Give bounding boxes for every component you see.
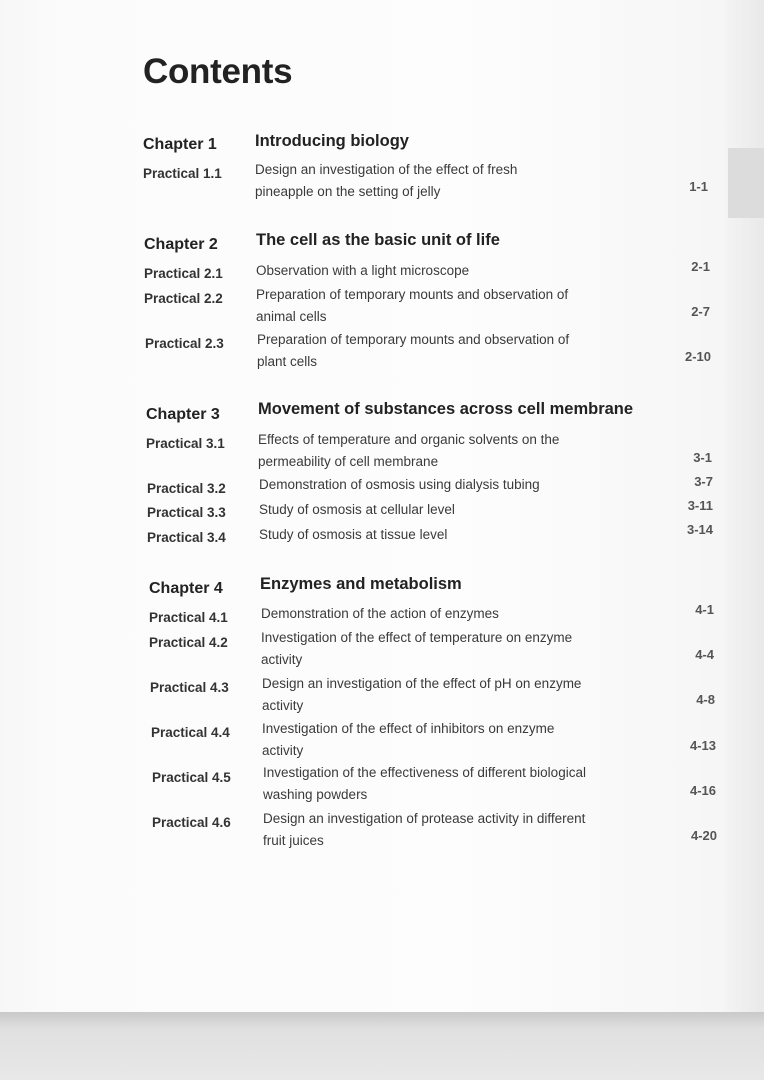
practical-description: Effects of temperature and organic solvents on the permeability of cell membrane xyxy=(258,432,560,469)
practical-description: Preparation of temporary mounts and observation of animal cells xyxy=(256,287,569,324)
practical-label: Practical 4.4 xyxy=(151,725,230,740)
practical-page-number: 2-1 xyxy=(691,259,710,274)
practical-description: Design an investigation of protease activity in different fruit juices xyxy=(263,811,586,848)
practical-label: Practical 4.1 xyxy=(149,610,228,625)
practical-label: Practical 2.3 xyxy=(145,336,224,351)
practical-page-number: 2-7 xyxy=(691,304,710,319)
practical-description: Design an investigation of the effect of pH on enzyme activity xyxy=(262,676,582,713)
practical-page-number: 4-20 xyxy=(690,828,717,843)
practical-label: Practical 3.4 xyxy=(147,530,226,545)
chapter-title: The cell as the basic unit of life xyxy=(256,231,500,249)
practical-label: Practical 3.3 xyxy=(147,505,226,520)
chapter-title: Movement of substances across cell membrane xyxy=(258,400,634,418)
practical-page-number: 4-8 xyxy=(696,692,715,707)
practical-page-number: 4-13 xyxy=(689,738,716,753)
practical-page-number: 2-10 xyxy=(684,349,711,364)
practical-page-number: 1-1 xyxy=(689,179,708,194)
practical-label: Practical 4.3 xyxy=(150,680,229,695)
chapter-label: Chapter 3 xyxy=(146,406,220,423)
practical-page-number: 3-1 xyxy=(693,450,712,465)
practical-label: Practical 2.1 xyxy=(144,266,223,281)
practical-page-number: 3-14 xyxy=(686,522,713,537)
practical-description: Demonstration of osmosis using dialysis tubing xyxy=(259,477,540,492)
page-edge-tab xyxy=(728,148,764,218)
practical-label: Practical 1.1 xyxy=(143,166,222,181)
chapter-label: Chapter 4 xyxy=(149,580,223,597)
chapter-label: Chapter 2 xyxy=(144,236,218,253)
practical-description: Observation with a light microscope xyxy=(256,263,470,278)
chapter-title: Enzymes and metabolism xyxy=(260,575,462,593)
practical-page-number: 4-1 xyxy=(695,602,714,617)
practical-page-number: 3-7 xyxy=(694,474,713,489)
practical-page-number: 4-4 xyxy=(695,647,714,662)
practical-label: Practical 4.6 xyxy=(152,815,231,830)
practical-description: Design an investigation of the effect of fresh pineapple on the setting of jelly xyxy=(255,162,518,199)
chapter-title: Introducing biology xyxy=(255,132,409,150)
practical-description: Demonstration of the action of enzymes xyxy=(261,606,499,621)
practical-label: Practical 4.5 xyxy=(152,770,231,785)
practical-description: Study of osmosis at tissue level xyxy=(259,527,448,542)
practical-label: Practical 3.1 xyxy=(146,436,225,451)
practical-description: Investigation of the effect of temperature on enzyme activity xyxy=(261,630,573,667)
practical-description: Preparation of temporary mounts and observation of plant cells xyxy=(257,332,570,369)
practical-description: Investigation of the effect of inhibitors on enzyme activity xyxy=(262,721,555,758)
chapter-label: Chapter 1 xyxy=(143,136,217,153)
practical-label: Practical 2.2 xyxy=(144,291,223,306)
page-bottom-shadow xyxy=(0,1012,764,1080)
practical-label: Practical 4.2 xyxy=(149,635,228,650)
practical-page-number: 3-11 xyxy=(687,498,713,513)
practical-label: Practical 3.2 xyxy=(147,481,226,496)
practical-description: Investigation of the effectiveness of different biological washing powders xyxy=(263,765,586,802)
practical-description: Study of osmosis at cellular level xyxy=(259,502,455,517)
practical-page-number: 4-16 xyxy=(689,783,716,798)
page-title: Contents xyxy=(143,52,293,91)
